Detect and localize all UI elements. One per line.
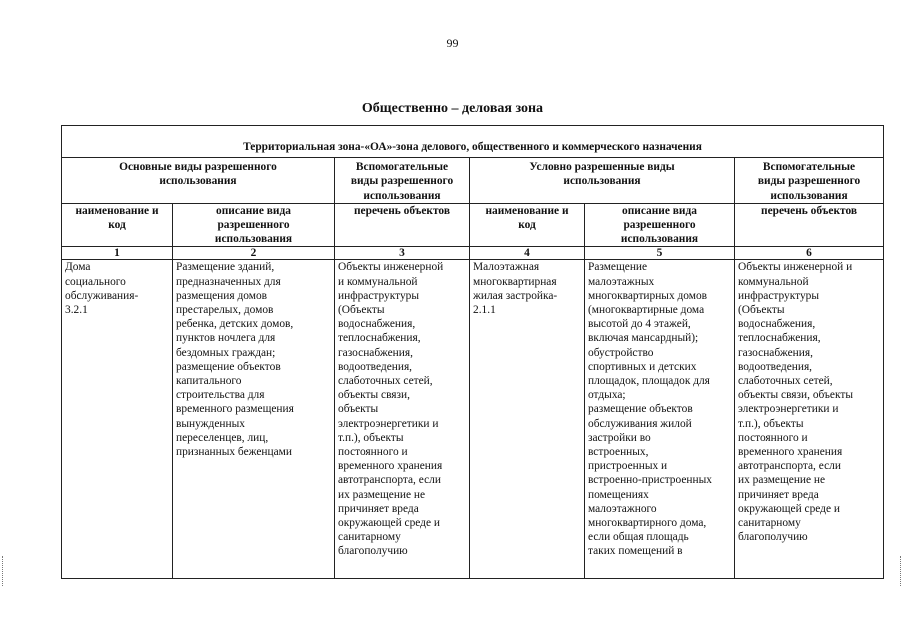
group-main-uses — [62, 158, 335, 204]
group-auxiliary-uses-1-text: Вспомогательные виды разрешенного использования — [350, 161, 454, 202]
document-title: Общественно – деловая зона — [361, 101, 544, 116]
conditional-auxiliary-objects-cell — [735, 260, 884, 579]
subheader-object-list-1 — [335, 203, 470, 247]
use-name-code-text: Дома социального обслуживания- 3.2.1 — [65, 261, 139, 317]
group-header-row — [62, 158, 884, 204]
column-number: 6 — [735, 247, 884, 260]
group-conditional-uses — [470, 158, 735, 204]
subheader-c1-text: наименование и код — [75, 204, 159, 232]
group-auxiliary-uses-1 — [335, 158, 470, 204]
conditional-use-description-cell — [585, 260, 735, 579]
column-number: 5 — [585, 247, 735, 260]
subheader-c4-text: наименование и код — [485, 204, 569, 232]
subheader-c6-text: перечень объектов — [761, 204, 858, 217]
conditional-use-name-code-text: Малоэтажная многоквартирная жилая застройка- 2.1.1 — [473, 261, 558, 317]
subheader-object-list-2 — [735, 203, 884, 247]
subheader-name-code-1 — [62, 203, 173, 247]
auxiliary-objects-cell — [335, 260, 470, 579]
use-name-code-cell — [62, 260, 173, 579]
conditional-use-description-text: Размещение малоэтажных многоквартирных домов (многоквартирные дома высотой до 4 этажей, включая мансардный); обустройство спортивных и детских площадок, площадок для отдыха; размещение объектов обслуживания жилой застройки во встроенных, пристроенных и встроенно-пристроенных помещениях малоэтажного многоквартирного дома, если общая площадь таких помещений в — [588, 261, 712, 558]
subheader-row — [62, 203, 884, 247]
right-edge-mark — [900, 556, 904, 586]
column-number: 1 — [62, 247, 173, 260]
zone-header-cell — [62, 126, 884, 158]
column-number: 3 — [335, 247, 470, 260]
conditional-auxiliary-objects-text: Объекты инженерной и коммунальной инфраструктуры (Объекты водоснабжения, теплоснабжения, газоснабжения, водоотведения, слаботочных сетей, объекты связи, объекты электроэнергетики и т.п.), объекты постоянного и временного хранения автотранспорта, если их размещение не причиняет вреда окружающей среде и санитарному благополучию — [738, 261, 853, 544]
use-description-cell — [173, 260, 335, 579]
use-description-text: Размещение зданий, предназначенных для размещения домов престарелых, домов ребенка, детских домов, пунктов ночлега для бездомных граждан; размещение объектов капитального строительства для временного размещения вынужденных переселенцев, лиц, признанных беженцами — [176, 261, 294, 459]
group-main-uses-text: Основные виды разрешенного использования — [119, 161, 277, 188]
subheader-c3-text: перечень объектов — [353, 204, 450, 217]
zone-header-text: Территориальная зона-«ОА»-зона делового, общественного и коммерческого назначения — [243, 141, 702, 153]
subheader-description-1 — [173, 203, 335, 247]
column-number: 4 — [470, 247, 585, 260]
subheader-name-code-2 — [470, 203, 585, 247]
table-row — [62, 260, 884, 579]
column-number-row — [62, 247, 884, 260]
subheader-c5-text: описание вида разрешенного использования — [620, 204, 699, 246]
group-auxiliary-uses-2-text: Вспомогательные виды разрешенного использования — [757, 161, 861, 202]
zone-header-row — [62, 126, 884, 158]
auxiliary-objects-text: Объекты инженерной и коммунальной инфраструктуры (Объекты водоснабжения, теплоснабжения, газоснабжения, водоотведения, слаботочных сетей, объекты связи, объекты электроэнергетики и т.п.), объекты постоянного и временного хранения автотранспорта, если их размещение не причиняет вреда окружающей среде и санитарному благополучию — [338, 261, 444, 558]
left-edge-mark — [2, 556, 6, 586]
permitted-use-table — [61, 125, 884, 579]
page-number: 99 — [446, 36, 459, 50]
group-auxiliary-uses-2 — [735, 158, 884, 204]
subheader-c2-text: описание вида разрешенного использования — [214, 204, 293, 246]
group-conditional-uses-text: Условно разрешенные виды использования — [529, 161, 675, 188]
conditional-use-name-code-cell — [470, 260, 585, 579]
subheader-description-2 — [585, 203, 735, 247]
column-number: 2 — [173, 247, 335, 260]
